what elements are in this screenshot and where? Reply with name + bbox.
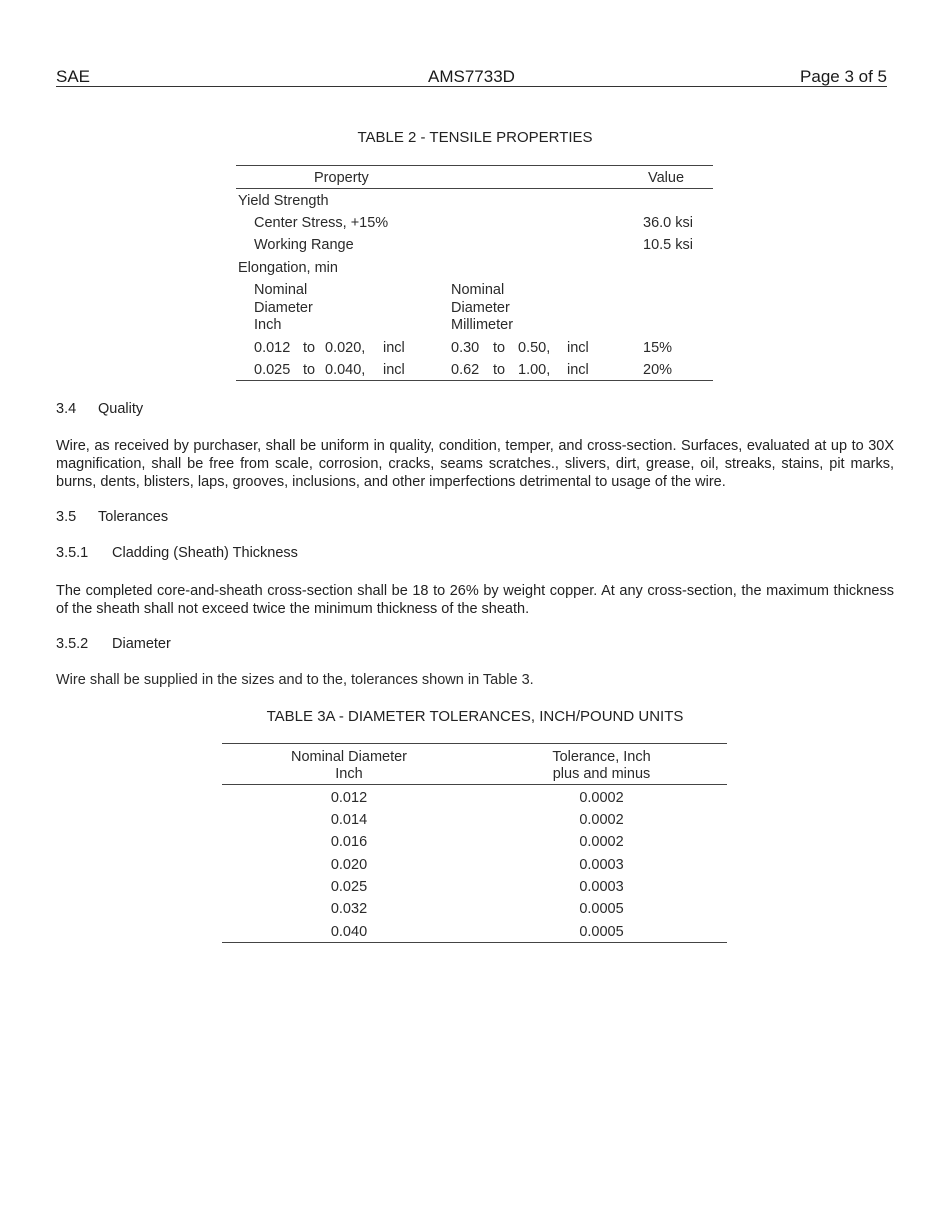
table3a-row7-diameter: 0.040 — [330, 924, 368, 940]
section-3-5-number: 3.5 — [56, 509, 77, 525]
table2-row1-value: 15% — [643, 340, 673, 356]
table2-row1-in-to-word: to — [303, 340, 316, 356]
table2-elongation-label: Elongation, min — [238, 260, 338, 276]
table3a-row5-tolerance: 0.0003 — [579, 879, 624, 895]
table2-yield-label: Yield Strength — [238, 193, 329, 209]
table3a-row7-tolerance: 0.0005 — [579, 924, 624, 940]
table2-working-range-value: 10.5 ksi — [643, 237, 693, 253]
header-page-number: Page 3 of 5 — [800, 67, 887, 86]
table3a-row6-diameter: 0.032 — [330, 901, 368, 917]
table2-row2-in-to: 0.040, — [325, 362, 366, 378]
table3a-row5-diameter: 0.025 — [330, 879, 368, 895]
table3a-row3-tolerance: 0.0002 — [579, 834, 624, 850]
table3a-top-rule — [222, 743, 727, 744]
table2-row2-mm-incl: incl — [567, 362, 589, 378]
table2-mm-header-2: Diameter — [451, 300, 510, 316]
section-3-4-paragraph: Wire, as received by purchaser, shall be uniform in quality, condition, temper, and cross-section. Surfaces, evaluated at up to 30X magnification, shall be free from scale, corrosion, cracks, seams scratches., slivers, dirt, grease, oil, streaks, stains, pit marks, burns, dents, blisters, laps, grooves, inclusions, and other imperfections detrimental to usage of the wire. — [56, 438, 894, 490]
section-3-5-2-paragraph: Wire shall be supplied in the sizes and to the, tolerances shown in Table 3. — [56, 672, 534, 688]
table3a-header-rule — [222, 784, 727, 785]
header-left: SAE — [56, 67, 91, 86]
table3a-row4-tolerance: 0.0003 — [579, 857, 624, 873]
table2-col-value: Value — [648, 170, 685, 186]
section-3-5-1-title: Cladding (Sheath) Thickness — [112, 545, 298, 561]
table2-row2-in-to-word: to — [303, 362, 316, 378]
table2-working-range-label: Working Range — [254, 237, 354, 253]
table3a-row2-tolerance: 0.0002 — [579, 812, 624, 828]
table3a-row1-diameter: 0.012 — [330, 790, 368, 806]
table3a-row3-diameter: 0.016 — [330, 834, 368, 850]
table2-row1-in-incl: incl — [383, 340, 405, 356]
section-3-5-1-number: 3.5.1 — [56, 545, 89, 561]
table3a-bottom-rule — [222, 942, 727, 943]
table2-row2-mm-from: 0.62 — [451, 362, 480, 378]
table3a-row1-tolerance: 0.0002 — [579, 790, 624, 806]
table2-center-stress-label: Center Stress, +15% — [254, 215, 389, 231]
table2-inch-header-1: Nominal — [254, 282, 308, 298]
table2-row1-mm-to: 0.50, — [518, 340, 551, 356]
table2-inch-header-2: Diameter — [254, 300, 313, 316]
table2-mm-header-1: Nominal — [451, 282, 505, 298]
table2-top-rule — [236, 165, 713, 166]
table3a-caption: TABLE 3A - DIAMETER TOLERANCES, INCH/POUND UNITS — [266, 708, 684, 725]
table2-inch-header-3: Inch — [254, 317, 282, 333]
header-rule — [56, 86, 887, 87]
table2-row1-mm-from: 0.30 — [451, 340, 480, 356]
table2-bottom-rule — [236, 380, 713, 381]
section-3-4-title: Quality — [98, 401, 144, 417]
table2-row2-in-incl: incl — [383, 362, 405, 378]
table3a-row6-tolerance: 0.0005 — [579, 901, 624, 917]
section-3-5-2-title: Diameter — [112, 636, 171, 652]
table2-row2-value: 20% — [643, 362, 673, 378]
table3a-col1-header-2: Inch — [335, 766, 363, 782]
table2-row2-mm-to-word: to — [493, 362, 506, 378]
section-3-5-1-paragraph: The completed core-and-sheath cross-section shall be 18 to 26% by weight copper. At any cross-section, the maximum thickness of the sheath shall not exceed twice the minimum thickness of the sheath. — [56, 583, 894, 617]
table3a-col2-header-1: Tolerance, Inch — [552, 749, 651, 765]
table2-row1-mm-incl: incl — [567, 340, 589, 356]
table2-row1-mm-to-word: to — [493, 340, 506, 356]
table2-row1-in-to: 0.020, — [325, 340, 366, 356]
table2-caption: TABLE 2 - TENSILE PROPERTIES — [357, 129, 593, 146]
table2-header-rule — [236, 188, 713, 189]
header-document-id: AMS7733D — [428, 67, 515, 86]
table3a-col2-header-2: plus and minus — [552, 766, 651, 782]
table2-row2-mm-to: 1.00, — [518, 362, 551, 378]
section-3-5-title: Tolerances — [98, 509, 169, 525]
table2-mm-header-3: Millimeter — [451, 317, 514, 333]
table3a-col1-header-1: Nominal Diameter — [290, 749, 408, 765]
table2-col-property: Property — [314, 170, 369, 186]
table2-row2-in-from: 0.025 — [254, 362, 291, 378]
table2-row1-in-from: 0.012 — [254, 340, 291, 356]
section-3-5-2-number: 3.5.2 — [56, 636, 89, 652]
table2-center-stress-value: 36.0 ksi — [643, 215, 693, 231]
table3a-row4-diameter: 0.020 — [330, 857, 368, 873]
section-3-4-number: 3.4 — [56, 401, 77, 417]
table3a-row2-diameter: 0.014 — [330, 812, 368, 828]
